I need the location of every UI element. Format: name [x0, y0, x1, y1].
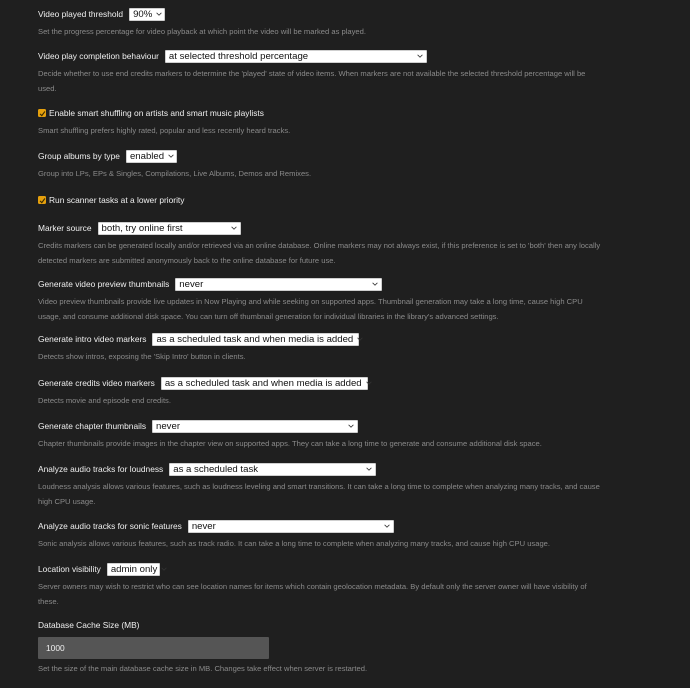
- select-value: 90%: [133, 8, 153, 20]
- chevron-down-icon: [348, 423, 354, 429]
- sonic-analysis-select[interactable]: [188, 520, 394, 533]
- checkmark-icon: [39, 110, 46, 117]
- chevron-down-icon: [168, 153, 174, 159]
- setting-marker-source: [38, 220, 610, 268]
- video-play-completion-help: Decide whether to use end credits markers to determine the 'played' state of video items. When markers are not available the selected threshold percentage will be used.: [38, 69, 586, 93]
- intro-markers-help: Detects show intros, exposing the 'Skip Intro' button in clients.: [38, 352, 246, 361]
- intro-markers-label: Generate intro video markers: [38, 334, 147, 344]
- video-played-threshold-select[interactable]: [129, 8, 165, 21]
- setting-location-visibility: [38, 561, 610, 609]
- setting-video-preview-thumbnails: [38, 276, 610, 324]
- sonic-analysis-help: Sonic analysis allows various features, such as track radio. It can take a long time to complete when analyzing many tracks, and cause high CPU usage.: [38, 539, 550, 548]
- video-preview-thumbnails-label: Generate video preview thumbnails: [38, 279, 170, 289]
- video-played-threshold-label: Video played threshold: [38, 9, 124, 19]
- scanner-low-priority-label: Run scanner tasks at a lower priority: [49, 195, 185, 205]
- group-albums-help: Group into LPs, EPs & Singles, Compilations, Live Albums, Demos and Remixes.: [38, 169, 312, 178]
- chevron-down-icon: [366, 380, 372, 386]
- setting-intro-markers: [38, 331, 610, 365]
- checkmark-icon: [39, 197, 46, 204]
- location-visibility-help: Server owners may wish to restrict who can see location names for items which contain geolocation metadata. By default only the server owner will have visibility of these.: [38, 582, 587, 606]
- db-cache-size-help: Set the size of the main database cache size in MB. Changes take effect when server is restarted.: [38, 664, 368, 673]
- select-value: never: [191, 520, 216, 532]
- select-value: as a scheduled task and when media is added: [156, 333, 354, 345]
- setting-db-cache-size: [38, 620, 610, 677]
- select-value: never: [156, 420, 181, 432]
- sonic-analysis-label: Analyze audio tracks for sonic features: [38, 521, 182, 531]
- chevron-down-icon: [366, 466, 372, 472]
- setting-group-albums: [38, 148, 610, 182]
- marker-source-help: Credits markers can be generated locally and/or retrieved via an online database. Online markers may not always exist, if this preference is set to 'both' then any locally detected markers are submitted anonymously back to the online database for future use.: [38, 241, 601, 265]
- intro-markers-select[interactable]: [152, 333, 359, 346]
- setting-video-play-completion: [38, 48, 610, 96]
- smart-shuffling-checkbox[interactable]: [38, 109, 46, 117]
- loudness-analysis-help: Loudness analysis allows various features, such as loudness leveling and smart transitions. It can take a long time to complete when analyzing many tracks, and cause high CPU usage.: [38, 482, 600, 506]
- chevron-down-icon: [384, 523, 390, 529]
- setting-credits-markers: [38, 375, 610, 409]
- location-visibility-label: Location visibility: [38, 564, 101, 574]
- credits-markers-help: Detects movie and episode end credits.: [38, 396, 171, 405]
- chevron-down-icon: [357, 336, 363, 342]
- loudness-analysis-label: Analyze audio tracks for loudness: [38, 464, 164, 474]
- smart-shuffling-help: Smart shuffling prefers highly rated, popular and less recently heard tracks.: [38, 126, 291, 135]
- chapter-thumbnails-help: Chapter thumbnails provide images in the chapter view on supported apps. They can take a long time to generate and consume additional disk space.: [38, 439, 542, 448]
- loudness-analysis-select[interactable]: [169, 463, 376, 476]
- setting-loudness-analysis: [38, 461, 610, 509]
- chevron-down-icon: [161, 566, 167, 572]
- chevron-down-icon: [372, 281, 378, 287]
- setting-video-played-threshold: [38, 6, 610, 40]
- setting-chapter-thumbnails: [38, 418, 610, 452]
- db-cache-size-label: Database Cache Size (MB): [38, 620, 140, 630]
- select-value: enabled: [129, 150, 165, 162]
- group-albums-select[interactable]: [126, 150, 177, 163]
- chevron-down-icon: [417, 53, 423, 59]
- select-value: as a scheduled task and when media is added: [164, 377, 362, 389]
- chapter-thumbnails-label: Generate chapter thumbnails: [38, 421, 147, 431]
- group-albums-label: Group albums by type: [38, 151, 120, 161]
- video-preview-thumbnails-select[interactable]: [175, 278, 382, 291]
- smart-shuffling-label: Enable smart shuffling on artists and smart music playlists: [49, 108, 264, 118]
- setting-smart-shuffling: [38, 106, 610, 139]
- credits-markers-select[interactable]: [161, 377, 368, 390]
- location-visibility-select[interactable]: [107, 563, 160, 576]
- chevron-down-icon: [156, 11, 162, 17]
- video-played-threshold-help: Set the progress percentage for video playback at which point the video will be marked as played.: [38, 27, 366, 36]
- select-value: admin only: [110, 563, 158, 575]
- chapter-thumbnails-select[interactable]: [152, 420, 358, 433]
- select-value: both, try online first: [101, 222, 183, 234]
- video-play-completion-label: Video play completion behaviour: [38, 51, 159, 61]
- video-play-completion-select[interactable]: [165, 50, 427, 63]
- scanner-low-priority-checkbox[interactable]: [38, 196, 46, 204]
- setting-scanner-low-priority: [38, 193, 610, 207]
- db-cache-size-input[interactable]: [38, 637, 269, 659]
- select-value: never: [179, 278, 204, 290]
- chevron-down-icon: [231, 225, 237, 231]
- video-preview-thumbnails-help: Video preview thumbnails provide live updates in Now Playing and while seeking on supported apps. Thumbnail generation may take a long time, cause high CPU usage, and consume additional disk space. You can turn off thumbnail generation for individual libraries in the library's advanced settings.: [38, 297, 583, 321]
- credits-markers-label: Generate credits video markers: [38, 378, 155, 388]
- select-value: as a scheduled task: [173, 463, 259, 475]
- marker-source-label: Marker source: [38, 223, 92, 233]
- marker-source-select[interactable]: [98, 222, 241, 235]
- setting-sonic-analysis: [38, 518, 610, 552]
- select-value: at selected threshold percentage: [168, 50, 309, 62]
